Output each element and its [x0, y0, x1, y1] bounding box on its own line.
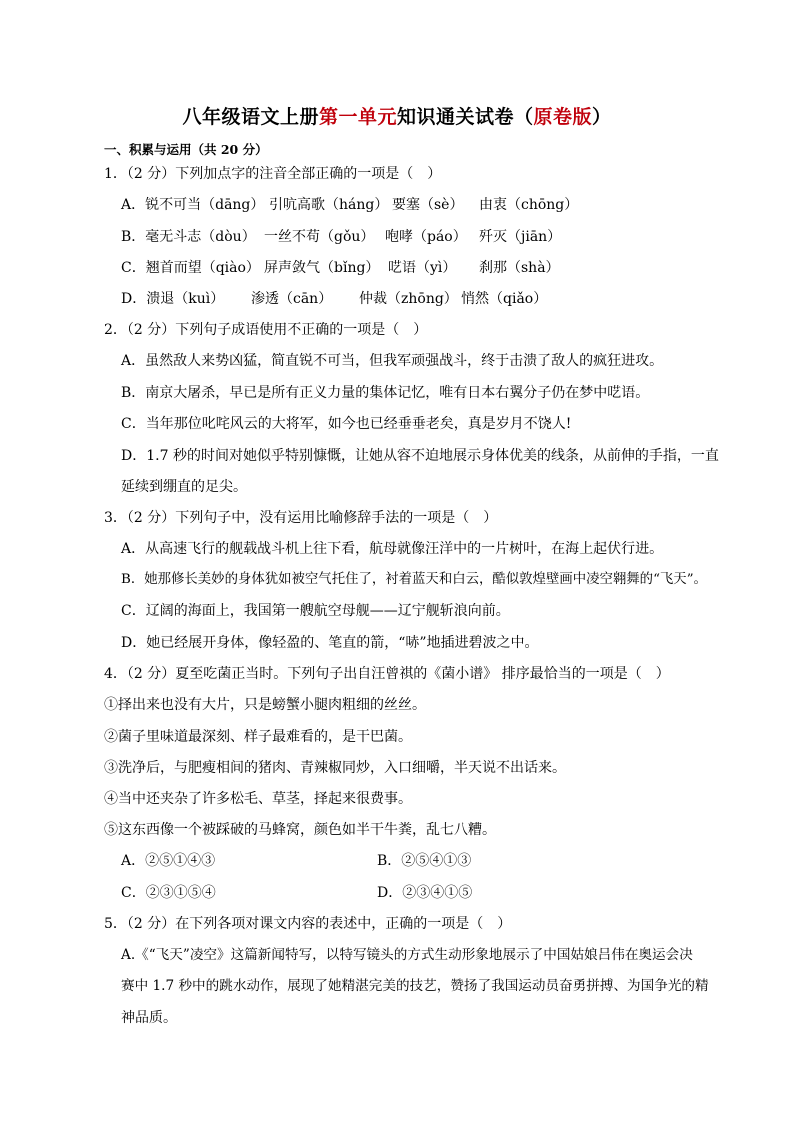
question-3-option-b: B．她那修长美妙的身体犹如被空气托住了，衬着蓝天和白云，酷似敦煌壁画中凌空翱舞的“飞天”。	[121, 572, 707, 587]
question-3-stem: 3．（2 分）下列句子中，没有运用比喻修辞手法的一项是（ ）	[104, 510, 498, 526]
option-word: C．翘首而望（qiào）	[121, 260, 260, 276]
option-word: 咆哮（páo）	[385, 229, 467, 245]
question-4-sentence-1: ①择出来也没有大片，只是螃蟹小腿肉粗细的丝丝。	[104, 697, 426, 713]
question-4-option-c: C．②③①⑤④	[121, 885, 216, 901]
title-unit: 第一单元	[318, 106, 397, 128]
question-4-stem: 4．（2 分）夏至吃菌正当时。下列句子出自汪曾祺的《菌小谱》 排序最恰当的一项是（ ）	[104, 666, 670, 682]
section-heading: 一、积累与运用（共 20 分）	[104, 142, 268, 157]
option-word: 仲裁（zhōng）	[359, 291, 458, 307]
question-1-option-d	[121, 289, 547, 309]
option-word: 要塞（sè）	[392, 197, 464, 213]
question-4-sentence-3: ③洗净后，与肥瘦相间的猪肉、青辣椒同炒，入口细嚼，半天说不出话来。	[104, 760, 566, 776]
question-1-option-a	[121, 195, 578, 215]
question-4-option-d: D．②③④①⑤	[377, 885, 473, 901]
question-4-sentence-4: ④当中还夹杂了许多松毛、草茎，择起来很费事。	[104, 791, 412, 807]
question-4-option-b: B．②⑤④①③	[377, 853, 472, 869]
option-word: 由衷（chōng）	[479, 197, 579, 213]
option-word: 刹那（shà）	[479, 260, 560, 276]
question-2-option-c: C．当年那位叱咤风云的大将军，如今也已经垂垂老矣，真是岁月不饶人!	[121, 416, 572, 432]
option-word: A．锐不可当（dāng）	[121, 197, 265, 213]
question-5-option-a-continued: 赛中 1.7 秒中的跳水动作，展现了她精湛完美的技艺，赞扬了我国运动员奋勇拼搏、为国争光的精	[121, 978, 709, 994]
question-4-sentence-5: ⑤这东西像一个被踩破的马蜂窝，颜色如半干牛粪，乱七八糟。	[104, 822, 496, 838]
question-2-option-b: B．南京大屠杀，早已是所有正义力量的集体记忆，唯有日本右翼分子仍在梦中呓语。	[121, 385, 650, 401]
question-2-stem: 2．（2 分）下列句子成语使用不正确的一项是（ ）	[104, 322, 428, 338]
title-part1: 八年级语文上册	[182, 106, 319, 128]
option-word: 渗透（cān）	[251, 291, 333, 307]
option-word: 呓语（yì）	[388, 260, 457, 276]
question-3-option-a: A．从高速飞行的舰载战斗机上往下看，航母就像汪洋中的一片树叶，在海上起伏行进。	[121, 541, 664, 557]
option-word: 悄然（qiǎo）	[461, 291, 548, 307]
question-3-option-c: C．辽阔的海面上，我国第一艘航空母舰——辽宁舰斩浪向前。	[121, 603, 510, 619]
question-1-stem: 1．（2 分）下列加点字的注音全部正确的一项是（ ）	[104, 166, 442, 182]
option-word: B．毫无斗志（dòu）	[121, 229, 256, 245]
option-word: 歼灭（jiān）	[479, 229, 562, 245]
question-1-option-c	[121, 258, 560, 278]
title-part3: 知识通关试卷（	[396, 106, 534, 128]
page-title	[0, 102, 794, 129]
option-word: 一丝不苟（gǒu）	[264, 229, 375, 245]
question-2-option-d: D．1.7 秒的时间对她似乎特别慷慨，让她从容不迫地展示身体优美的线条，从前伸的手指，一直	[121, 448, 719, 464]
question-5-stem: 5．（2 分）在下列各项对课文内容的表述中，正确的一项是（ ）	[104, 916, 512, 932]
question-2-option-a: A．虽然敌人来势凶猛，简直锐不可当，但我军顽强战斗，终于击溃了敌人的疯狂进攻。	[121, 353, 664, 369]
question-5-option-a-end: 神品质。	[121, 1010, 177, 1026]
question-5-option-a: A.《“飞天”凌空》这篇新闻特写，以特写镜头的方式生动形象地展示了中国姑娘吕伟在奥运会决	[121, 947, 693, 963]
question-2-option-d-continued: 延续到绷直的足尖。	[121, 479, 247, 495]
question-1-option-b	[121, 227, 561, 247]
question-4-option-a: A．②⑤①④③	[121, 853, 216, 869]
option-word: 引吭高歌（háng）	[269, 197, 389, 213]
title-part5: ）	[592, 106, 612, 128]
option-word: D．溃退（kuì）	[121, 291, 225, 307]
title-version: 原卷版	[533, 106, 593, 128]
question-3-option-d: D．她已经展开身体，像轻盈的、笔直的箭，“哧”地插进碧波之中。	[121, 635, 539, 651]
question-4-sentence-2: ②菌子里味道最深刻、样子最难看的，是干巴菌。	[104, 729, 412, 745]
option-word: 屏声敛气（bǐng）	[264, 260, 380, 276]
